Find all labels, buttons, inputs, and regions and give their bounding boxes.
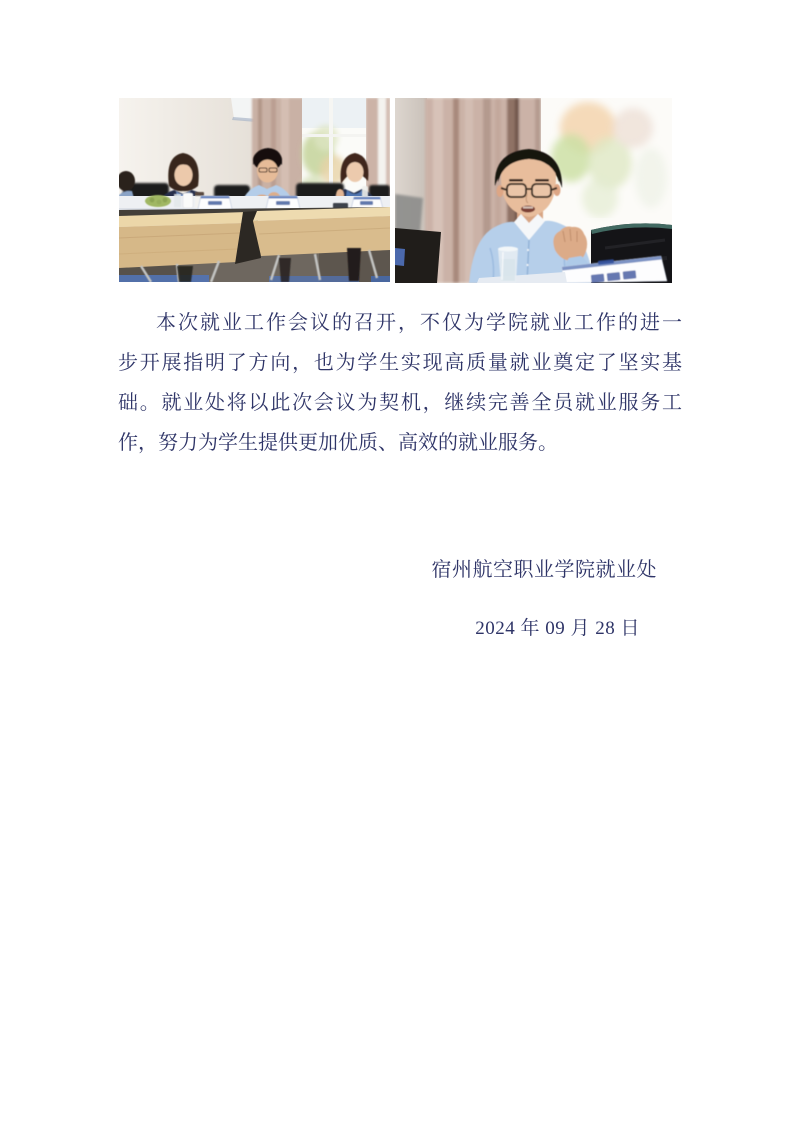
body-paragraph <box>118 303 682 463</box>
signature-organization: 宿州航空职业学院就业处 <box>431 559 657 581</box>
body-text-line: 础。就业处将以此次会议为契机，继续完善全员就业服务工 <box>118 392 682 414</box>
meeting-photo-left-illustration <box>119 98 390 282</box>
body-text-line: 步开展指明了方向，也为学生实现高质量就业奠定了坚实基 <box>118 352 682 374</box>
meeting-photo-right-illustration <box>395 98 672 283</box>
signature-date: 2024 年 09 月 28 日 <box>475 618 640 639</box>
body-text-line: 本次就业工作会议的召开，不仅为学院就业工作的进一 <box>156 312 682 334</box>
meeting-photo-right <box>395 98 672 283</box>
body-text-line: 作，努力为学生提供更加优质、高效的就业服务。 <box>118 432 558 454</box>
meeting-photo-left <box>119 98 390 282</box>
